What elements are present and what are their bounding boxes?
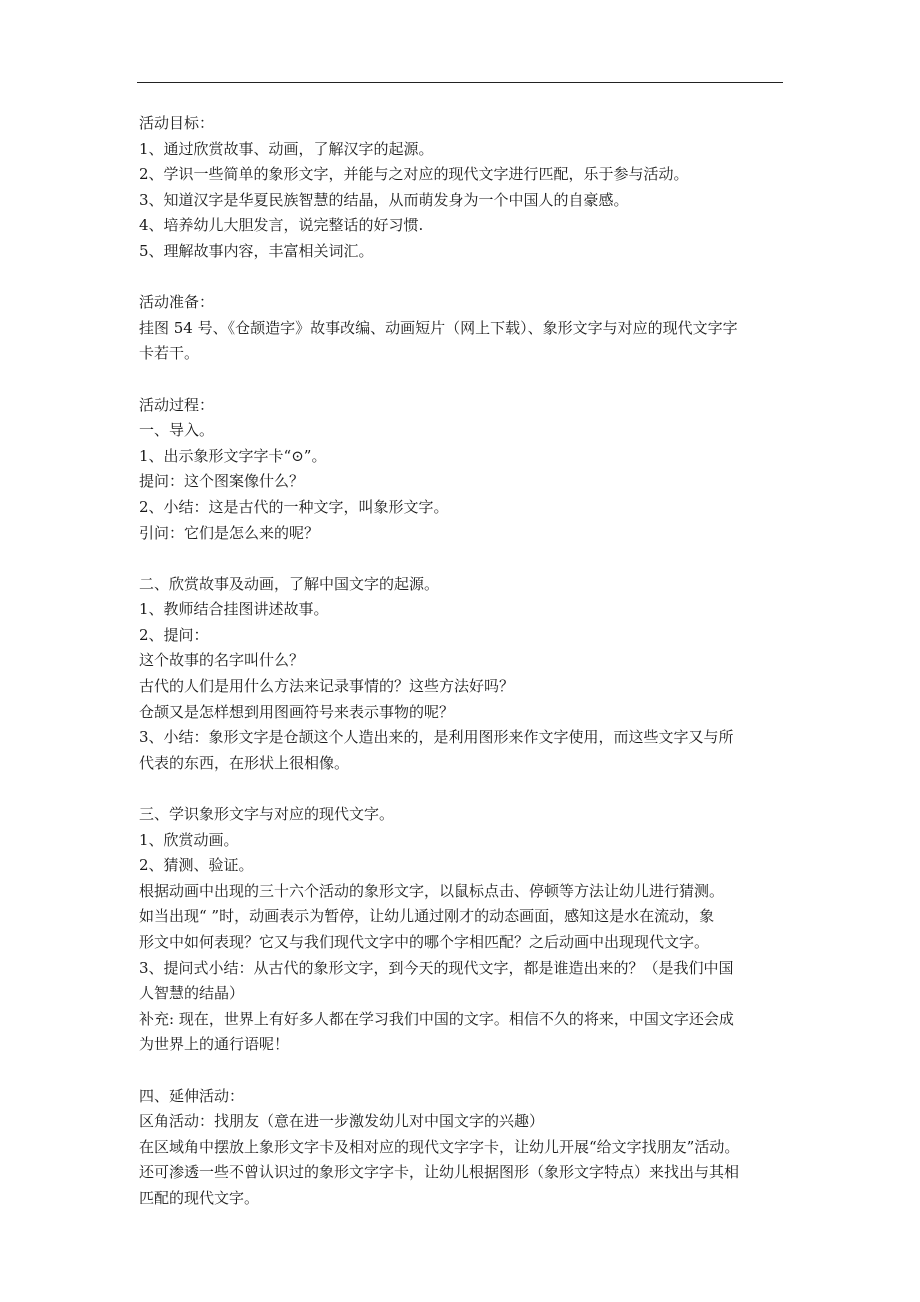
paragraph-line: 代表的东西，在形状上很相像。 [139,753,350,772]
paragraph-line: 古代的人们是用什么方法来记录事情的？这些方法好吗？ [139,677,515,696]
paragraph-line: 1、出示象形文字字卡“⊙”。 [139,446,327,465]
section-goals [139,111,787,265]
paragraph-line: 2、猜测、验证。 [139,856,254,875]
section-story [139,572,787,777]
section-extension [139,1084,787,1212]
paragraph-line: 为世界上的通行语呢！ [139,1035,290,1054]
list-item: 1、通过欣赏故事、动画，了解汉字的起源。 [139,139,434,158]
section-preparation [139,290,787,367]
list-item: 5、理解故事内容，丰富相关词汇。 [139,241,374,260]
paragraph-line: 挂图 54 号、《仓颉造字》故事改编、动画短片（网上下载）、象形文字与对应的现代文字字 [139,318,738,337]
paragraph-line: 区角活动：找朋友（意在进一步激发幼儿对中国文字的兴趣） [139,1112,545,1131]
paragraph-line: 人智慧的结晶） [139,984,245,1003]
paragraph-line: 仓颉又是怎样想到用图画符号来表示事物的呢？ [139,702,455,721]
section-heading: 四、延伸活动： [139,1086,245,1105]
section-heading: 三、学识象形文字与对应的现代文字。 [139,805,395,824]
section-heading: 活动目标： [139,114,215,132]
paragraph-line: 2、提问： [139,625,209,644]
section-learning [139,802,787,1058]
paragraph-line: 提问：这个图案像什么？ [139,472,305,491]
section-process [139,393,787,547]
paragraph-line: 匹配的现代文字。 [139,1188,260,1207]
paragraph-line: 卡若干。 [139,344,200,363]
paragraph-line: 补充: 现在，世界上有好多人都在学习我们中国的文字。相信不久的将来，中国文字还会成 [139,1009,734,1028]
paragraph-line: 一、导入。 [139,421,215,440]
paragraph-line: 形文中如何表现？它又与我们现代文字中的哪个字相匹配？之后动画中出现现代文字。 [139,933,710,951]
paragraph-line: 还可渗透一些不曾认识过的象形文字字卡，让幼儿根据图形（象形文字特点）来找出与其相 [139,1163,740,1182]
paragraph-line: 引问：它们是怎么来的呢？ [139,523,320,542]
section-heading: 活动准备： [139,293,215,312]
paragraph-line: 3、小结：象形文字是仓颉这个人造出来的，是利用图形来作文字使用，而这些文字又与所 [139,728,734,747]
list-item: 4、培养幼儿大胆发言，说完整话的好习惯. [139,216,424,235]
header-rule [137,82,783,83]
paragraph-line: 1、教师结合挂图讲述故事。 [139,600,329,619]
paragraph-line: 如当出现“ ”时，动画表示为暂停，让幼儿通过刚才的动态画面，感知这是水在流动，象 [139,907,715,926]
list-item: 3、知道汉字是华夏民族智慧的结晶，从而萌发身为一个中国人的自豪感。 [139,190,629,209]
section-heading: 二、欣赏故事及动画，了解中国文字的起源。 [139,574,440,593]
paragraph-line: 2、小结：这是古代的一种文字，叫象形文字。 [139,497,449,516]
paragraph-line: 根据动画中出现的三十六个活动的象形文字，以鼠标点击、停顿等方法让幼儿进行猜测。 [139,881,725,900]
paragraph-line: 这个故事的名字叫什么？ [139,651,305,670]
document-body [139,111,787,1212]
list-item: 2、学识一些简单的象形文字，并能与之对应的现代文字进行匹配，乐于参与活动。 [139,165,689,184]
section-heading: 活动过程： [139,395,215,414]
paragraph-line: 在区域角中摆放上象形文字卡及相对应的现代文字字卡，让幼儿开展“给文字找朋友”活动。 [139,1137,740,1156]
paragraph-line: 1、欣赏动画。 [139,830,239,849]
paragraph-line: 3、提问式小结：从古代的象形文字，到今天的现代文字，都是谁造出来的？（是我们中国 [139,958,734,977]
